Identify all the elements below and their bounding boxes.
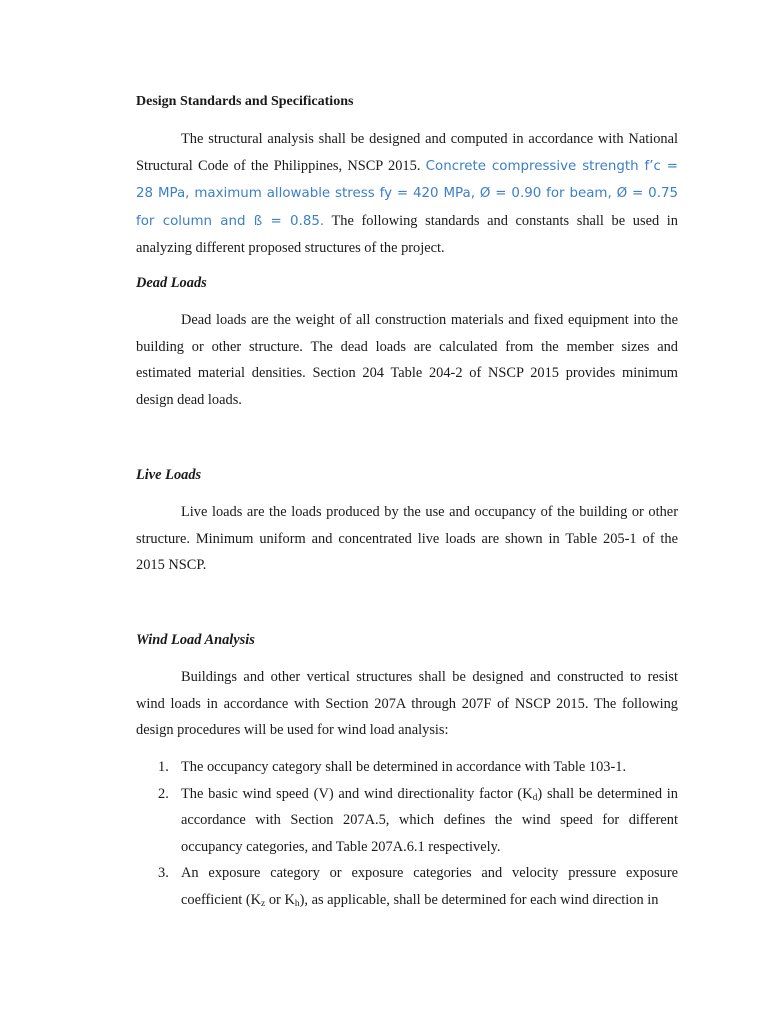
list-item-text-part: or K bbox=[265, 891, 295, 908]
live-loads-paragraph: Live loads are the loads produced by the use and occupancy of the building or other structure. Minimum uniform and concentrated live loads are shown in Table 205-1 of the 2015 NSCP. bbox=[136, 504, 678, 574]
design-constants-highlight: Concrete compressive strength f’c = 28 MPa, maximum allowable stress fy = 420 MPa, Ø = 0.90 for beam, Ø = 0.75 for column and ß = 0.85. bbox=[136, 158, 678, 229]
list-item-text-part: ), as applicable, shall be determined for each wind direction in bbox=[299, 891, 659, 908]
subscript: d bbox=[532, 792, 538, 803]
list-item-text-part: The basic wind speed (V) and wind directionality factor (K bbox=[181, 785, 533, 802]
list-item-text bbox=[181, 865, 678, 908]
live-loads-heading: Live Loads bbox=[136, 467, 202, 483]
dead-loads-paragraph: Dead loads are the weight of all construction materials and fixed equipment into the building or other structure. The dead loads are calculated from the member sizes and estimated material densities. Section 204 Table 204-2 of NSCP 2015 provides minimum design dead loads. bbox=[136, 312, 678, 408]
intro-paragraph bbox=[136, 126, 678, 262]
wind-load-paragraph: Buildings and other vertical structures shall be designed and constructed to resist wind loads in accordance with Section 207A through 207F of NSCP 2015. The following design procedures will be used for wind load analysis: bbox=[136, 669, 678, 739]
wind-load-procedure-list bbox=[136, 754, 678, 914]
page-title: Design Standards and Specifications bbox=[136, 94, 354, 109]
list-item-text-part: ) shall be determined in accordance with Section 207A.5, which defines the wind speed for different occupancy categories, and Table 207A.6.1 respectively. bbox=[181, 785, 678, 855]
list-item bbox=[136, 781, 678, 861]
list-item bbox=[136, 754, 678, 781]
subscript: h bbox=[294, 898, 300, 909]
list-item bbox=[136, 860, 678, 913]
wind-load-heading: Wind Load Analysis bbox=[136, 632, 255, 648]
list-item-text bbox=[181, 786, 678, 855]
list-item-number: 1. bbox=[158, 759, 169, 775]
list-item-text: The occupancy category shall be determined in accordance with Table 103-1. bbox=[181, 759, 627, 775]
dead-loads-heading: Dead Loads bbox=[136, 275, 207, 291]
list-item-text-part: An exposure category or exposure categories and velocity pressure exposure coefficient (K bbox=[181, 865, 678, 908]
list-item-number: 2. bbox=[158, 785, 169, 802]
intro-text-start: The structural analysis shall be designed and computed in accordance with National Structural Code of the Philippines, NSCP 2015. bbox=[136, 131, 678, 174]
intro-text-end: The following standards and constants shall be used in analyzing different proposed structures of the project. bbox=[136, 212, 678, 257]
list-item-number: 3. bbox=[158, 865, 169, 882]
subscript: z bbox=[261, 898, 266, 909]
